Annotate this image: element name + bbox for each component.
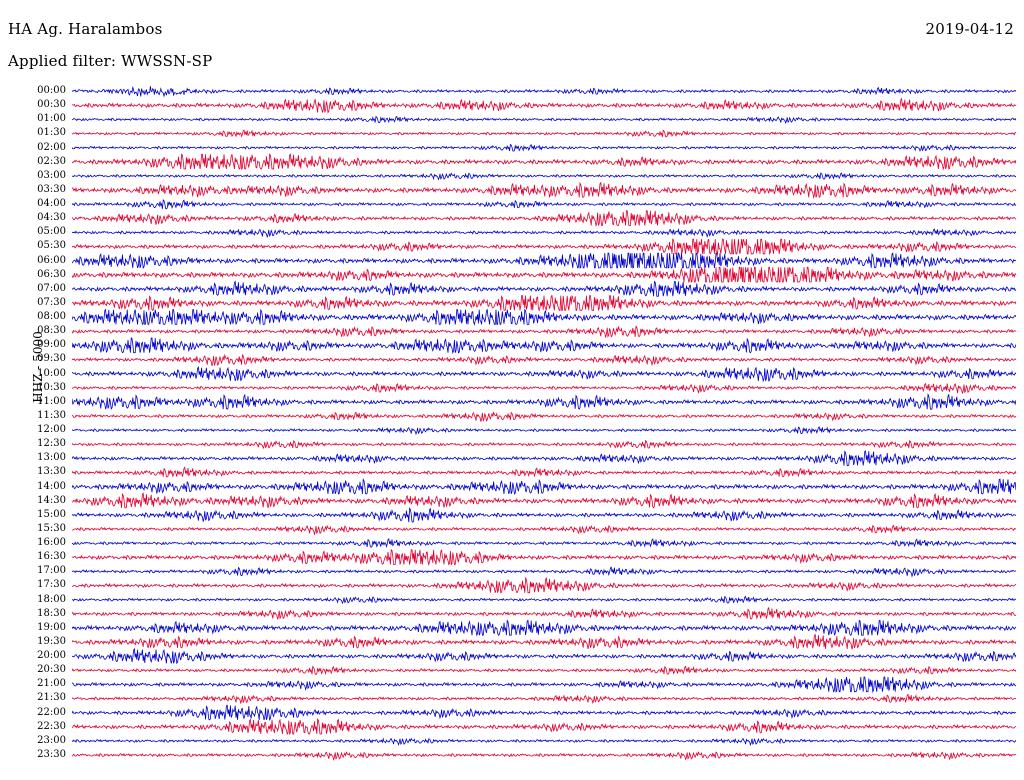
time-tick-label: 13:00 bbox=[37, 452, 66, 464]
time-tick-label: 03:00 bbox=[37, 169, 66, 181]
time-tick-label: 01:00 bbox=[37, 113, 66, 125]
trace-0630 bbox=[72, 267, 1016, 282]
trace-1900 bbox=[72, 621, 1016, 636]
time-tick-label: 22:00 bbox=[37, 706, 66, 718]
trace-2300 bbox=[72, 739, 1016, 745]
trace-0030 bbox=[72, 99, 1016, 113]
trace-2230 bbox=[72, 719, 1016, 734]
time-tick-label: 10:30 bbox=[37, 381, 66, 393]
trace-1600 bbox=[72, 539, 1016, 547]
time-tick-label: 14:30 bbox=[37, 494, 66, 506]
time-axis-ticks bbox=[0, 84, 70, 762]
time-tick-label: 01:30 bbox=[37, 127, 66, 139]
trace-0830 bbox=[72, 326, 1016, 337]
trace-1930 bbox=[72, 635, 1016, 650]
time-tick-label: 23:00 bbox=[37, 734, 66, 746]
trace-1000 bbox=[72, 367, 1016, 381]
trace-2330 bbox=[72, 752, 1016, 760]
trace-0530 bbox=[72, 239, 1016, 254]
trace-1400 bbox=[72, 479, 1016, 494]
time-tick-label: 22:30 bbox=[37, 720, 66, 732]
trace-0430 bbox=[72, 211, 1016, 226]
time-tick-label: 02:30 bbox=[37, 155, 66, 167]
trace-0300 bbox=[72, 173, 1016, 179]
trace-1800 bbox=[72, 597, 1016, 604]
time-tick-label: 20:30 bbox=[37, 664, 66, 676]
time-tick-label: 09:30 bbox=[37, 353, 66, 365]
trace-1200 bbox=[72, 427, 1016, 434]
time-tick-label: 17:00 bbox=[37, 565, 66, 577]
trace-0500 bbox=[72, 229, 1016, 237]
trace-0930 bbox=[72, 355, 1016, 366]
time-tick-label: 18:00 bbox=[37, 593, 66, 605]
trace-1530 bbox=[72, 525, 1016, 534]
time-tick-label: 07:00 bbox=[37, 282, 66, 294]
trace-1700 bbox=[72, 567, 1016, 576]
trace-2130 bbox=[72, 695, 1016, 704]
time-tick-label: 11:30 bbox=[37, 409, 66, 421]
trace-0900 bbox=[72, 338, 1016, 353]
time-tick-label: 20:00 bbox=[37, 650, 66, 662]
trace-0700 bbox=[72, 282, 1016, 297]
time-tick-label: 08:00 bbox=[37, 311, 66, 323]
trace-1830 bbox=[72, 608, 1016, 620]
time-tick-label: 00:00 bbox=[37, 85, 66, 97]
time-tick-label: 03:30 bbox=[37, 183, 66, 195]
record-date: 2019-04-12 bbox=[925, 20, 1014, 38]
time-tick-label: 14:00 bbox=[37, 480, 66, 492]
time-tick-label: 17:30 bbox=[37, 579, 66, 591]
trace-0400 bbox=[72, 200, 1016, 209]
trace-1100 bbox=[72, 395, 1016, 410]
time-tick-label: 21:00 bbox=[37, 678, 66, 690]
time-tick-label: 06:30 bbox=[37, 268, 66, 280]
trace-0200 bbox=[72, 145, 1016, 152]
seismogram-plot bbox=[72, 84, 1016, 762]
y-axis-label: HHZ - 5000 bbox=[31, 331, 45, 403]
time-tick-label: 10:00 bbox=[37, 367, 66, 379]
time-tick-label: 23:30 bbox=[37, 748, 66, 760]
trace-1730 bbox=[72, 578, 1016, 593]
trace-1300 bbox=[72, 451, 1016, 466]
trace-1030 bbox=[72, 384, 1016, 394]
time-tick-label: 08:30 bbox=[37, 325, 66, 337]
trace-1430 bbox=[72, 493, 1016, 508]
trace-0000 bbox=[72, 86, 1016, 96]
time-tick-label: 05:00 bbox=[37, 226, 66, 238]
time-tick-label: 09:00 bbox=[37, 339, 66, 351]
trace-2100 bbox=[72, 677, 1016, 692]
time-tick-label: 12:00 bbox=[37, 424, 66, 436]
time-tick-label: 12:30 bbox=[37, 438, 66, 450]
time-tick-label: 02:00 bbox=[37, 141, 66, 153]
time-tick-label: 00:30 bbox=[37, 99, 66, 111]
time-tick-label: 18:30 bbox=[37, 607, 66, 619]
time-tick-label: 21:30 bbox=[37, 692, 66, 704]
time-tick-label: 16:30 bbox=[37, 551, 66, 563]
time-tick-label: 15:00 bbox=[37, 508, 66, 520]
trace-1630 bbox=[72, 550, 1016, 565]
trace-1330 bbox=[72, 467, 1016, 477]
time-tick-label: 07:30 bbox=[37, 296, 66, 308]
time-tick-label: 05:30 bbox=[37, 240, 66, 252]
time-tick-label: 15:30 bbox=[37, 522, 66, 534]
time-tick-label: 11:00 bbox=[37, 395, 66, 407]
trace-0600 bbox=[72, 253, 1016, 268]
trace-0800 bbox=[72, 310, 1016, 325]
trace-0100 bbox=[72, 117, 1016, 123]
time-tick-label: 16:00 bbox=[37, 537, 66, 549]
station-name: HA Ag. Haralambos bbox=[8, 20, 163, 38]
trace-0130 bbox=[72, 130, 1016, 137]
trace-2030 bbox=[72, 666, 1016, 674]
time-tick-label: 04:00 bbox=[37, 198, 66, 210]
trace-1130 bbox=[72, 412, 1016, 421]
applied-filter-label: Applied filter: WWSSN-SP bbox=[8, 52, 213, 70]
time-tick-label: 06:00 bbox=[37, 254, 66, 266]
trace-0730 bbox=[72, 296, 1016, 311]
trace-1230 bbox=[72, 441, 1016, 449]
time-tick-label: 19:30 bbox=[37, 635, 66, 647]
time-tick-label: 04:30 bbox=[37, 212, 66, 224]
trace-2000 bbox=[72, 649, 1016, 664]
time-tick-label: 13:30 bbox=[37, 466, 66, 478]
trace-1500 bbox=[72, 508, 1016, 522]
time-tick-label: 19:00 bbox=[37, 621, 66, 633]
trace-2200 bbox=[72, 705, 1016, 720]
trace-0230 bbox=[72, 154, 1016, 169]
trace-0330 bbox=[72, 183, 1016, 198]
